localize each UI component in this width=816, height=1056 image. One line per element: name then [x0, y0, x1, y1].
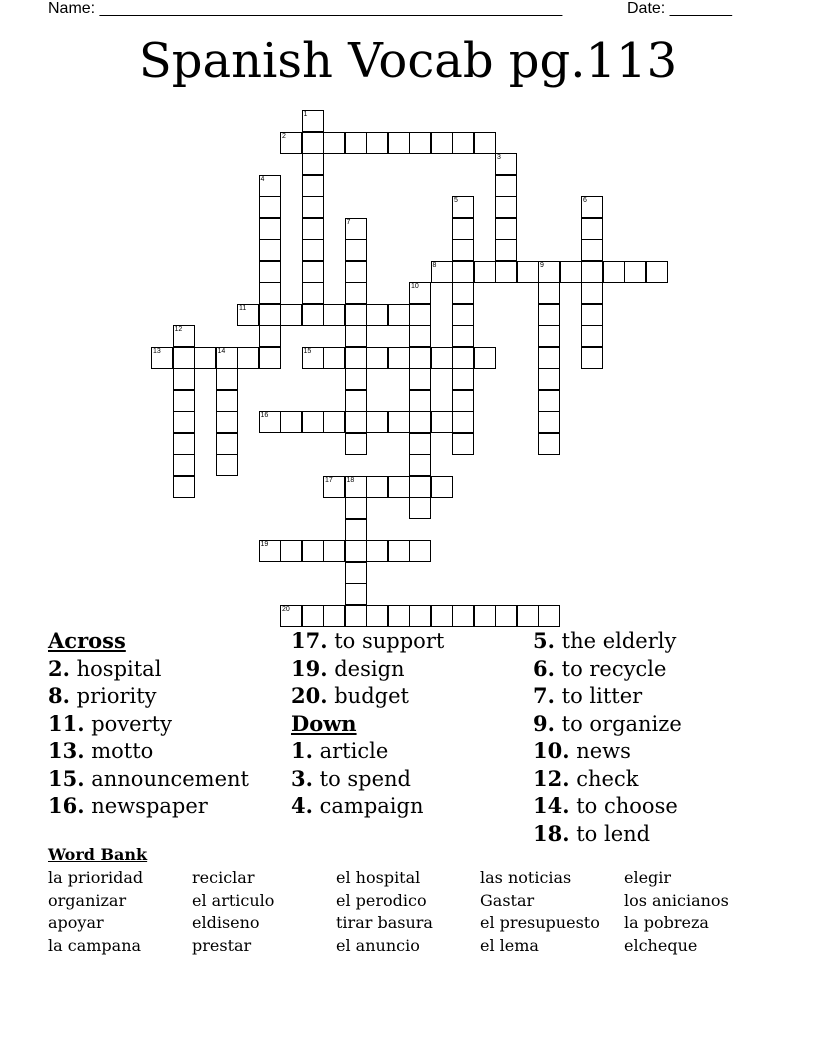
word-bank-item: eldiseno: [192, 913, 260, 932]
across-clue: [291, 655, 531, 683]
crossword-cell[interactable]: [323, 540, 345, 562]
down-clue: [533, 820, 773, 848]
crossword-cell[interactable]: [216, 368, 238, 390]
word-bank-item: los anicianos: [624, 890, 729, 910]
cell-number: 9: [540, 261, 544, 269]
clue-number: 18.: [533, 820, 570, 846]
word-bank-item: las noticias: [480, 868, 572, 887]
crossword-cell[interactable]: [624, 261, 646, 283]
word-bank-item: Gastar: [480, 890, 535, 910]
word-bank-item: apoyar: [48, 913, 104, 932]
crossword-cell[interactable]: [280, 411, 302, 433]
crossword-cell[interactable]: [431, 347, 453, 369]
crossword-cell[interactable]: [452, 196, 474, 218]
crossword-cell[interactable]: [173, 454, 195, 476]
cell-number: 18: [346, 476, 355, 484]
crossword-cell[interactable]: [452, 347, 474, 369]
cell-number: 11: [239, 304, 247, 312]
clue-number: 19.: [291, 655, 328, 681]
clue-number: 4.: [291, 793, 313, 818]
crossword-cell[interactable]: [452, 132, 474, 154]
crossword-cell[interactable]: [409, 390, 431, 412]
crossword-cell[interactable]: [173, 325, 195, 347]
clue-number: 17.: [291, 628, 328, 653]
word-bank-item: el articulo: [192, 890, 275, 910]
clue-text: to support: [334, 629, 445, 653]
clue-number: 10.: [533, 738, 570, 763]
crossword-cell[interactable]: [538, 390, 560, 412]
clue-number: 3.: [291, 765, 313, 791]
clue-text: to recycle: [561, 656, 667, 681]
crossword-cell[interactable]: [452, 368, 474, 390]
across-clue: [48, 765, 288, 793]
crossword-cell[interactable]: [323, 304, 345, 326]
crossword-cell[interactable]: [409, 476, 431, 498]
across-clue: [48, 682, 288, 710]
clue-column-1: [48, 627, 288, 820]
crossword-cell[interactable]: [388, 304, 410, 326]
crossword-cell[interactable]: [259, 411, 281, 433]
crossword-cell[interactable]: [302, 605, 324, 627]
clue-text: priority: [76, 684, 157, 708]
crossword-cell[interactable]: [517, 605, 539, 627]
crossword-cell[interactable]: [538, 433, 560, 455]
crossword-cell[interactable]: [366, 540, 388, 562]
crossword-cell[interactable]: [409, 368, 431, 390]
crossword-cell[interactable]: [388, 411, 410, 433]
crossword-cell[interactable]: [345, 433, 367, 455]
down-clue: [291, 765, 531, 793]
word-bank-item: la prioridad: [48, 868, 144, 887]
crossword-cell[interactable]: [431, 411, 453, 433]
clue-text: to spend: [319, 766, 411, 791]
clue-number: 9.: [533, 710, 555, 736]
crossword-cell[interactable]: [151, 347, 173, 369]
crossword-cell[interactable]: [581, 196, 603, 218]
crossword-cell[interactable]: [431, 476, 453, 498]
crossword-cell[interactable]: [216, 390, 238, 412]
clue-text: budget: [334, 684, 409, 708]
crossword-cell[interactable]: [259, 196, 281, 218]
clue-number: 8.: [48, 683, 70, 708]
crossword-cell[interactable]: [259, 325, 281, 347]
crossword-cell[interactable]: [345, 325, 367, 347]
across-clue: [48, 655, 288, 683]
down-clue: [533, 765, 773, 793]
crossword-cell[interactable]: [538, 347, 560, 369]
crossword-cell[interactable]: [280, 132, 302, 154]
cell-number: 1: [303, 111, 308, 118]
clue-number: 5.: [533, 628, 555, 653]
crossword-cell[interactable]: [474, 605, 496, 627]
word-bank-item: el lema: [480, 935, 539, 955]
crossword-cell[interactable]: [280, 605, 302, 627]
crossword-cell[interactable]: [581, 218, 603, 240]
crossword-cell[interactable]: [538, 368, 560, 390]
crossword-cell[interactable]: [345, 261, 367, 283]
crossword-cell[interactable]: [452, 411, 474, 433]
crossword-cell[interactable]: [345, 239, 367, 261]
crossword-cell[interactable]: [431, 605, 453, 627]
crossword-cell[interactable]: [366, 605, 388, 627]
crossword-cell[interactable]: [323, 132, 345, 154]
word-bank-column: [336, 867, 433, 957]
crossword-cell[interactable]: [345, 368, 367, 390]
word-bank-item: elegir: [624, 868, 672, 887]
cell-number: 17: [325, 476, 333, 484]
cell-number: 15: [303, 347, 312, 355]
crossword-cell[interactable]: [409, 605, 431, 627]
clue-text: to lend: [576, 821, 651, 846]
down-clue: [533, 792, 773, 820]
crossword-cell[interactable]: [259, 304, 281, 326]
crossword-cell[interactable]: [259, 540, 281, 562]
crossword-cell[interactable]: [366, 476, 388, 498]
across-clue: [48, 710, 288, 738]
crossword-cell[interactable]: [259, 175, 281, 197]
across-clue: [291, 627, 531, 655]
crossword-cell[interactable]: [302, 153, 324, 175]
crossword-cell[interactable]: [409, 132, 431, 154]
crossword-cell[interactable]: [646, 261, 668, 283]
word-bank-item: el perodico: [336, 890, 427, 910]
crossword-cell[interactable]: [302, 239, 324, 261]
crossword-cell[interactable]: [409, 454, 431, 476]
crossword-cell[interactable]: [323, 347, 345, 369]
crossword-cell[interactable]: [302, 540, 324, 562]
crossword-cell[interactable]: [345, 132, 367, 154]
cell-number: 10: [411, 283, 419, 290]
clue-text: to choose: [576, 794, 678, 818]
crossword-cell[interactable]: [538, 304, 560, 326]
clue-text: poverty: [91, 711, 172, 736]
crossword-cell[interactable]: [345, 562, 367, 584]
across-clue: [48, 737, 288, 765]
crossword-cell[interactable]: [302, 218, 324, 240]
word-bank-item: tirar basura: [336, 913, 433, 932]
crossword-cell[interactable]: [216, 433, 238, 455]
crossword-cell[interactable]: [603, 261, 625, 283]
crossword-cell[interactable]: [366, 132, 388, 154]
down-clue: [533, 710, 773, 738]
cell-number: 12: [174, 326, 183, 333]
crossword-cell[interactable]: [302, 347, 324, 369]
clue-column-2: [291, 627, 531, 820]
crossword-cell[interactable]: [452, 325, 474, 347]
down-clue: [291, 737, 531, 765]
cell-number: 13: [153, 347, 161, 355]
cell-number: 2: [282, 132, 286, 140]
crossword-cell[interactable]: [431, 261, 453, 283]
down-clue: [533, 682, 773, 710]
page-title: Spanish Vocab pg.113: [138, 33, 678, 89]
crossword-cell[interactable]: [538, 411, 560, 433]
crossword-cell[interactable]: [538, 605, 560, 627]
clue-text: newspaper: [91, 794, 208, 818]
word-bank-item: reciclar: [192, 868, 255, 887]
down-clue: [533, 655, 773, 683]
clue-number: 11.: [48, 710, 85, 736]
crossword-cell[interactable]: [517, 261, 539, 283]
clue-text: campaign: [319, 794, 424, 818]
name-field-label: Name: ____________________________________________________: [48, 0, 563, 17]
clue-text: design: [334, 656, 405, 681]
down-clue: [533, 627, 773, 655]
clue-text: the elderly: [561, 629, 677, 653]
crossword-cell[interactable]: [237, 304, 259, 326]
cell-number: 14: [217, 347, 226, 355]
crossword-cell[interactable]: [194, 347, 216, 369]
crossword-cell[interactable]: [345, 390, 367, 412]
clue-number: 6.: [533, 655, 555, 681]
word-bank-item: el presupuesto: [480, 913, 600, 932]
across-heading: Across: [48, 628, 126, 653]
crossword-cell[interactable]: [452, 218, 474, 240]
crossword-cell[interactable]: [173, 347, 195, 369]
crossword-cell[interactable]: [538, 261, 560, 283]
crossword-cell[interactable]: [366, 411, 388, 433]
clue-text: motto: [91, 739, 154, 763]
crossword-cell[interactable]: [409, 497, 431, 519]
crossword-cell[interactable]: [495, 239, 517, 261]
crossword-cell[interactable]: [388, 347, 410, 369]
crossword-cell[interactable]: [259, 282, 281, 304]
crossword-cell[interactable]: [216, 454, 238, 476]
crossword-cell[interactable]: [409, 411, 431, 433]
down-heading: Down: [291, 710, 357, 736]
crossword-cell[interactable]: [581, 282, 603, 304]
crossword-cell[interactable]: [452, 239, 474, 261]
clue-text: announcement: [91, 766, 249, 791]
crossword-cell[interactable]: [388, 476, 410, 498]
crossword-cell[interactable]: [259, 261, 281, 283]
cell-number: 3: [497, 154, 501, 161]
crossword-cell[interactable]: [409, 540, 431, 562]
crossword-cell[interactable]: [495, 153, 517, 175]
crossword-cell[interactable]: [581, 325, 603, 347]
crossword-cell[interactable]: [323, 476, 345, 498]
crossword-cell[interactable]: [323, 411, 345, 433]
crossword-cell[interactable]: [474, 261, 496, 283]
crossword-cell[interactable]: [495, 218, 517, 240]
clue-number: 13.: [48, 738, 85, 763]
crossword-cell[interactable]: [302, 132, 324, 154]
clue-text: check: [576, 766, 639, 791]
crossword-cell[interactable]: [474, 132, 496, 154]
crossword-cell[interactable]: [495, 175, 517, 197]
crossword-cell[interactable]: [323, 605, 345, 627]
crossword-cell[interactable]: [452, 605, 474, 627]
crossword-cell[interactable]: [409, 347, 431, 369]
crossword-cell[interactable]: [302, 110, 324, 132]
clue-number: 14.: [533, 793, 570, 818]
crossword-cell[interactable]: [280, 304, 302, 326]
crossword-cell[interactable]: [409, 433, 431, 455]
across-clue: [291, 682, 531, 710]
crossword-cell[interactable]: [452, 390, 474, 412]
clue-number: 15.: [48, 765, 85, 791]
clue-text: to organize: [561, 711, 682, 736]
crossword-cell[interactable]: [259, 347, 281, 369]
crossword-cell[interactable]: [345, 347, 367, 369]
word-bank-item: la campana: [48, 935, 142, 955]
word-bank-column: [48, 867, 143, 957]
word-bank-item: elcheque: [624, 935, 698, 955]
crossword-cell[interactable]: [581, 304, 603, 326]
crossword-cell[interactable]: [173, 476, 195, 498]
cell-number: 5: [454, 197, 458, 204]
crossword-cell[interactable]: [345, 282, 367, 304]
clue-column-3: [533, 627, 773, 847]
crossword-cell[interactable]: [259, 218, 281, 240]
crossword-cell[interactable]: [431, 132, 453, 154]
crossword-cell[interactable]: [173, 390, 195, 412]
crossword-cell[interactable]: [495, 196, 517, 218]
crossword-cell[interactable]: [538, 282, 560, 304]
crossword-cell[interactable]: [173, 411, 195, 433]
word-bank-title: Word Bank: [48, 845, 148, 864]
crossword-cell[interactable]: [345, 411, 367, 433]
crossword-cell[interactable]: [345, 519, 367, 541]
crossword-cell[interactable]: [495, 605, 517, 627]
cell-number: 7: [346, 218, 351, 226]
crossword-cell[interactable]: [302, 304, 324, 326]
clue-text: to litter: [561, 684, 643, 708]
crossword-cell[interactable]: [538, 325, 560, 347]
word-bank-item: el anuncio: [336, 935, 420, 955]
crossword-cell[interactable]: [345, 605, 367, 627]
crossword-cell[interactable]: [345, 540, 367, 562]
crossword-cell[interactable]: [581, 261, 603, 283]
word-bank-column: [192, 867, 274, 957]
across-clue: [48, 792, 288, 820]
clue-number: 16.: [48, 793, 85, 818]
clue-number: 2.: [48, 655, 70, 681]
crossword-cell[interactable]: [452, 433, 474, 455]
crossword-cell[interactable]: [409, 282, 431, 304]
crossword-cell[interactable]: [237, 347, 259, 369]
cell-number: 20: [282, 605, 290, 613]
crossword-cell[interactable]: [452, 261, 474, 283]
crossword-cell[interactable]: [388, 605, 410, 627]
down-clue: [533, 737, 773, 765]
word-bank-item: prestar: [192, 935, 252, 955]
crossword-cell[interactable]: [345, 304, 367, 326]
crossword-cell[interactable]: [366, 304, 388, 326]
crossword-cell[interactable]: [581, 239, 603, 261]
clue-number: 12.: [533, 765, 570, 791]
crossword-cell[interactable]: [345, 497, 367, 519]
crossword-cell[interactable]: [474, 347, 496, 369]
cell-number: 8: [432, 261, 437, 269]
crossword-cell[interactable]: [345, 476, 367, 498]
cell-number: 16: [260, 412, 269, 419]
crossword-cell[interactable]: [495, 261, 517, 283]
crossword-cell[interactable]: [302, 411, 324, 433]
crossword-cell[interactable]: [388, 132, 410, 154]
crossword-cell[interactable]: [560, 261, 582, 283]
word-bank-column: [624, 867, 729, 957]
clue-text: article: [319, 739, 389, 763]
cell-number: 6: [583, 197, 587, 204]
clue-text: hospital: [76, 656, 162, 681]
crossword-cell[interactable]: [409, 325, 431, 347]
cell-number: 19: [260, 541, 269, 548]
crossword-cell[interactable]: [388, 540, 410, 562]
crossword-cell[interactable]: [452, 282, 474, 304]
crossword-cell[interactable]: [409, 304, 431, 326]
word-bank-column: [480, 867, 600, 957]
clue-number: 1.: [291, 738, 313, 763]
clue-text: news: [576, 739, 631, 763]
clue-number: 20.: [291, 683, 328, 708]
crossword-cell[interactable]: [259, 239, 281, 261]
crossword-cell[interactable]: [366, 347, 388, 369]
clue-number: 7.: [533, 683, 555, 708]
crossword-cell[interactable]: [345, 583, 367, 605]
date-field-label: Date: _______: [627, 0, 732, 17]
word-bank-item: la pobreza: [624, 913, 709, 932]
crossword-cell[interactable]: [345, 218, 367, 240]
crossword-cell[interactable]: [452, 304, 474, 326]
crossword-cell[interactable]: [280, 540, 302, 562]
word-bank-item: el hospital: [336, 868, 421, 887]
crossword-cell[interactable]: [302, 282, 324, 304]
crossword-cell[interactable]: [302, 261, 324, 283]
cell-number: 4: [260, 175, 265, 183]
down-clue: [291, 792, 531, 820]
crossword-cell[interactable]: [173, 433, 195, 455]
crossword-cell[interactable]: [302, 196, 324, 218]
crossword-cell[interactable]: [216, 347, 238, 369]
word-bank-item: organizar: [48, 890, 127, 910]
crossword-cell[interactable]: [173, 368, 195, 390]
crossword-cell[interactable]: [216, 411, 238, 433]
crossword-cell[interactable]: [581, 347, 603, 369]
crossword-cell[interactable]: [302, 175, 324, 197]
